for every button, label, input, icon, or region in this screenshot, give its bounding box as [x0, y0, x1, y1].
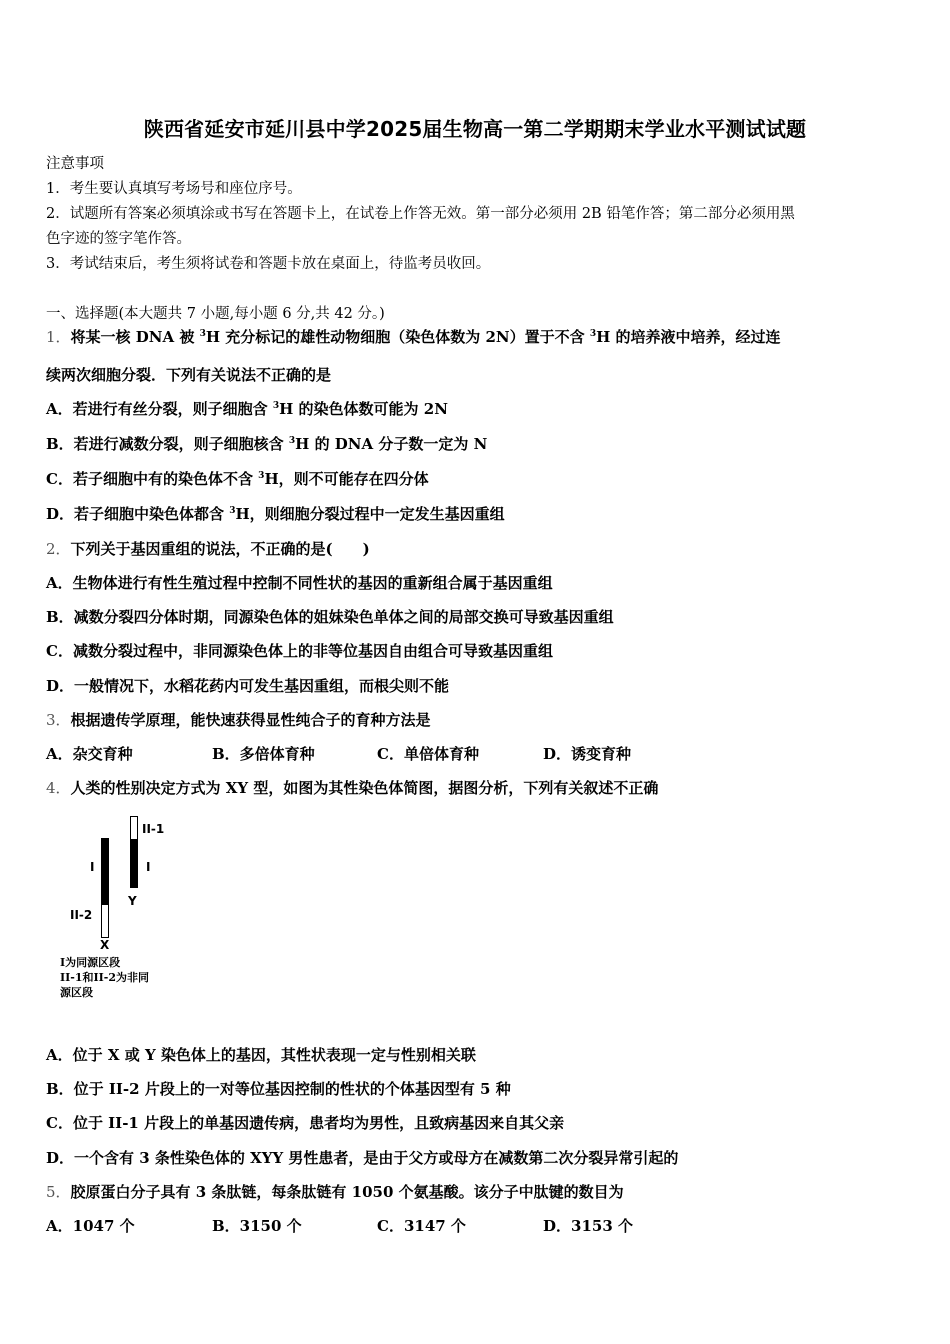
question-5-option-c: C．3147 个: [377, 1217, 466, 1235]
label-i-left: I: [90, 860, 95, 874]
label-y: Y: [128, 894, 137, 908]
figure-note: II-1和II-2为非同: [60, 971, 150, 984]
label-ii-2: II-2: [70, 908, 93, 922]
question-1-option-c: [46, 468, 429, 489]
superscript: 3: [258, 471, 265, 481]
question-4-option-a: A．位于 X 或 Y 染色体上的基因，其性状表现一定与性别相关联: [46, 1046, 476, 1064]
superscript: 3: [199, 329, 206, 339]
question-5-option-a: A．1047 个: [46, 1217, 135, 1235]
label-ii-1: II-1: [142, 822, 165, 836]
option-text: H，则细胞分裂过程中一定发生基因重组: [235, 505, 505, 523]
exam-title: 陕西省延安市延川县中学2025届生物高一第二学期期末学业水平测试试题: [143, 117, 807, 141]
stem-text: 胶原蛋白分子具有 3 条肽链，每条肽链有 1050 个氨基酸。该分子中肽键的数目为: [70, 1183, 624, 1201]
option-text: H 的染色体数可能为 2N: [279, 400, 448, 418]
question-3-option-d: D．诱变育种: [543, 745, 632, 763]
question-number: 4．: [46, 779, 71, 797]
question-number: 1．: [46, 328, 71, 346]
question-number: 5．: [46, 1183, 71, 1201]
option-text: H 的 DNA 分子数一定为 N: [295, 435, 488, 453]
sex-chromosome-diagram: [58, 810, 198, 1010]
x-chromosome-homologous-segment: [101, 838, 109, 904]
question-3-option-a: A．杂交育种: [46, 745, 133, 763]
question-4-stem: [46, 777, 658, 798]
option-text: C．若子细胞中有的染色体不含: [46, 470, 259, 488]
question-3-stem: [46, 709, 431, 730]
question-4-option-d: D．一个含有 3 条性染色体的 XYY 男性患者，是由于父方或母方在减数第二次分裂异常引起的: [46, 1149, 679, 1167]
question-2-option-a: A．生物体进行有性生殖过程中控制不同性状的基因的重新组合属于基因重组: [46, 574, 553, 592]
question-number: 2．: [46, 540, 71, 558]
question-5-stem: [46, 1181, 624, 1202]
question-3-option-b: B．多倍体育种: [212, 745, 315, 763]
figure-note: I为同源区段: [60, 956, 121, 969]
question-5-option-d: D．3153 个: [543, 1217, 633, 1235]
notice-item: 1．考生要认真填写考场号和座位序号。: [46, 181, 302, 197]
question-4-option-b: B．位于 II-2 片段上的一对等位基因控制的性状的个体基因型有 5 种: [46, 1080, 511, 1098]
question-3-option-c: C．单倍体育种: [377, 745, 479, 763]
question-1-option-a: [46, 398, 448, 419]
superscript: 3: [288, 436, 296, 446]
section-heading: 一、选择题(本大题共 7 小题,每小题 6 分,共 42 分。): [46, 306, 385, 322]
question-2-stem: [46, 538, 370, 559]
question-4-option-c: C．位于 II-1 片段上的单基因遗传病，患者均为男性，且致病基因来自其父亲: [46, 1114, 565, 1132]
superscript: 3: [229, 506, 236, 516]
question-1-option-b: [46, 433, 487, 454]
x-chromosome-nonhomologous-segment: [101, 904, 109, 938]
question-1-stem: [46, 326, 781, 347]
label-i-right: I: [146, 860, 151, 874]
question-2-option-b: B．减数分裂四分体时期，同源染色体的姐妹染色单体之间的局部交换可导致基因重组: [46, 608, 614, 626]
stem-text: H 的培养液中培养，经过连: [596, 328, 781, 346]
option-text: A．若进行有丝分裂，则子细胞含: [46, 400, 273, 418]
notice-heading: 注意事项: [46, 156, 104, 172]
question-1-stem-cont: 续两次细胞分裂．下列有关说法不正确的是: [46, 366, 332, 384]
notice-item: 3．考试结束后，考生须将试卷和答题卡放在桌面上，待监考员收回。: [46, 256, 491, 272]
option-text: D．若子细胞中染色体都含: [46, 505, 230, 523]
y-chromosome-homologous-segment: [130, 840, 138, 888]
notice-item: 2．试题所有答案必须填涂或书写在答题卡上，在试卷上作答无效。第一部分必须用 2B 铅笔作答；第二部分必须用黑: [46, 206, 795, 222]
superscript: 3: [272, 401, 280, 411]
option-text: H，则不可能存在四分体: [264, 470, 429, 488]
figure-note: 源区段: [60, 986, 93, 999]
question-2-option-d: D．一般情况下，水稻花药内可发生基因重组，而根尖则不能: [46, 677, 450, 695]
stem-text: 人类的性别决定方式为 XY 型，如图为其性染色体简图，据图分析，下列有关叙述不正确: [70, 779, 659, 797]
label-x: X: [100, 938, 110, 952]
stem-text: 将某一核 DNA 被: [70, 328, 200, 346]
question-number: 3．: [46, 711, 71, 729]
stem-text: 根据遗传学原理，能快速获得显性纯合子的育种方法是: [70, 711, 431, 729]
y-chromosome-nonhomologous-segment: [130, 816, 138, 840]
question-5-option-b: B．3150 个: [212, 1217, 302, 1235]
question-1-option-d: [46, 503, 505, 524]
stem-text: 下列关于基因重组的说法，不正确的是( ): [70, 540, 370, 558]
superscript: 3: [589, 329, 597, 339]
question-2-option-c: C．减数分裂过程中，非同源染色体上的非等位基因自由组合可导致基因重组: [46, 642, 553, 660]
stem-text: H 充分标记的雄性动物细胞（染色体数为 2N）置于不含: [205, 328, 590, 346]
option-text: B．若进行减数分裂，则子细胞核含: [46, 435, 289, 453]
notice-item: 色字迹的签字笔作答。: [46, 231, 191, 247]
